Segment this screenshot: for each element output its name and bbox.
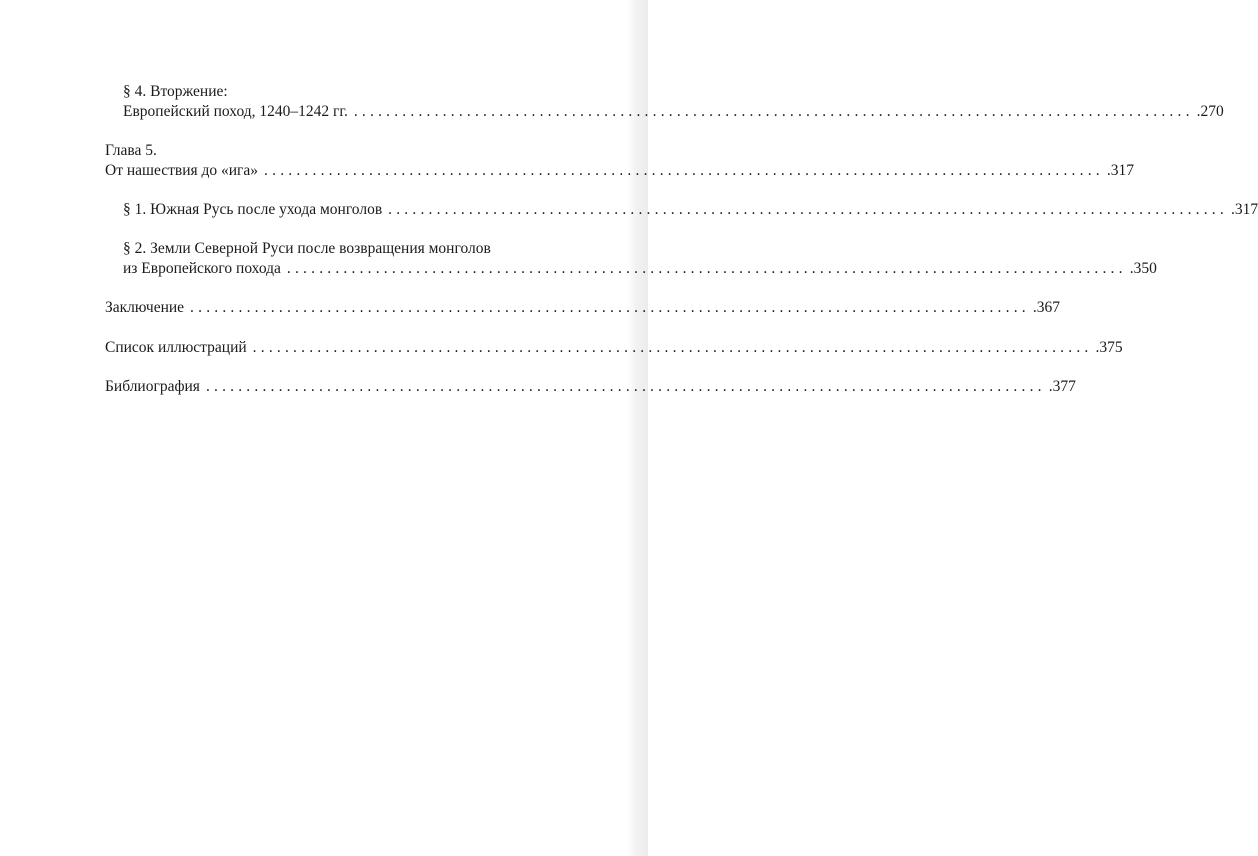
toc-page-number: .317: [1106, 162, 1134, 179]
toc-entry-conclusion[interactable]: [105, 298, 1060, 318]
toc-entry-title-line: § 2. Земли Северной Руси после возвращения монголов: [123, 240, 491, 257]
toc-entry-title-line: Библиография: [105, 378, 200, 395]
dot-leader: ........................................................................................................: [264, 162, 1104, 179]
dot-leader: ........................................................................................................: [190, 299, 1030, 316]
dot-leader: ........................................................................................................: [286, 260, 1127, 277]
toc-page-number: .270: [1196, 103, 1224, 120]
toc-page-number: .367: [1032, 299, 1060, 316]
toc-entry-chapter-5-section-2[interactable]: [123, 239, 1157, 279]
toc-entry-title-line: Европейский поход, 1240–1242 гг.: [123, 103, 348, 120]
dot-leader: ........................................................................................................: [252, 339, 1093, 356]
toc-entry-title-line: § 4. Вторжение:: [123, 83, 228, 100]
toc-entry-illustrations[interactable]: [105, 338, 1123, 358]
toc-entry-title-line: Список иллюстраций: [105, 339, 247, 356]
toc-entry-title-line: из Европейского похода: [123, 260, 281, 277]
toc-entry-chapter-5[interactable]: [105, 141, 1134, 181]
toc-entry-section-4[interactable]: [123, 82, 1224, 122]
dot-leader: ........................................................................................................: [353, 103, 1194, 120]
toc-page-number: .317: [1230, 201, 1258, 218]
toc-entry-bibliography[interactable]: [105, 377, 1076, 397]
toc-entry-title-line: § 1. Южная Русь после ухода монголов: [123, 201, 383, 218]
toc-page-number: .350: [1129, 260, 1157, 277]
page-edge-shadow: [628, 0, 648, 856]
toc-entry-title-line: От нашествия до «ига»: [105, 162, 259, 179]
toc-entry-chapter-5-section-1[interactable]: [123, 200, 1258, 220]
dot-leader: ........................................................................................................: [205, 378, 1046, 395]
toc-page-number: .375: [1095, 339, 1123, 356]
toc-entry-title-line: Глава 5.: [105, 142, 157, 159]
dot-leader: ........................................................................................................: [388, 201, 1228, 218]
toc-entry-title-line: Заключение: [105, 299, 185, 316]
toc-page-number: .377: [1048, 378, 1076, 395]
